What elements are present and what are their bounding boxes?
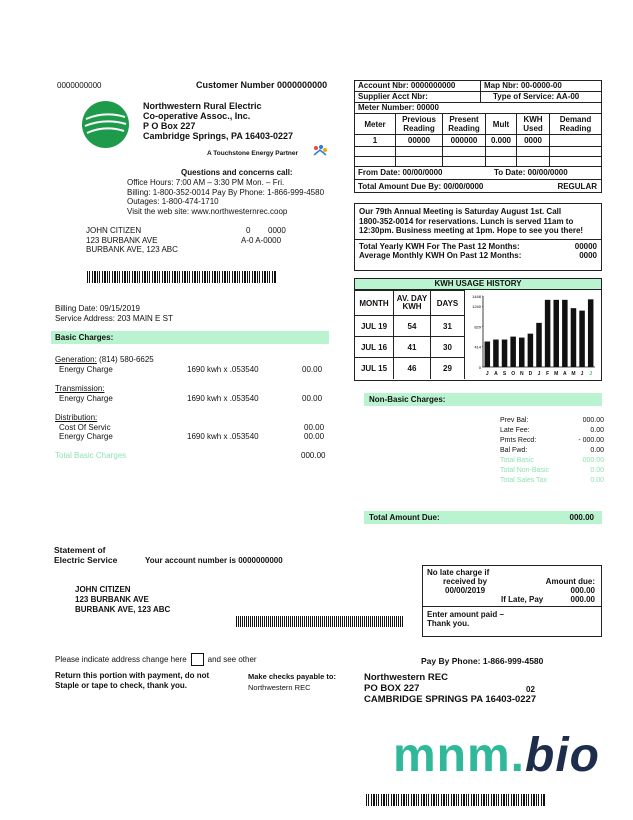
nonbasic-charges-header: Non-Basic Charges: [364, 393, 602, 406]
payments-row: Pmts Recd: - 000.00 [500, 437, 604, 444]
x-tick-label: J [580, 371, 584, 377]
cost-of-servic-amount: 00.00 [304, 423, 325, 432]
supplier-acct: Supplier Acct Nbr: [355, 92, 481, 102]
billing-info: Billing Date: 09/15/2019 Service Address: 203 MAIN E ST [55, 304, 173, 323]
hist-row: JUL 19 54 31 [355, 316, 465, 337]
previous-cell: 00000 [396, 135, 443, 147]
to-date: To Date: 00/00/0000 [494, 168, 568, 177]
usage-bar [485, 342, 491, 367]
y-tick-label: 414 [474, 344, 481, 350]
y-tick-label: 1240 [472, 304, 481, 310]
account-nbr: Account Nbr: 0000000000 [355, 81, 481, 91]
col-previous: Previous Reading [396, 114, 443, 135]
usage-bar [571, 308, 577, 367]
total-sales-tax-row: Total Sales Tax 0.00 [500, 477, 604, 484]
gen-energy-label: Energy Charge [59, 365, 113, 374]
hist-col-month: MONTH [355, 291, 394, 316]
touchstone-partner: A Touchstone Energy Partner [207, 150, 299, 157]
meter-cell: 1 [355, 135, 396, 147]
address-change-row: Please indicate address change here and see other [55, 655, 257, 664]
mult-cell: 0.000 [486, 135, 517, 147]
remit-address: Northwestern REC PO BOX 227 CAMBRIDGE SPRINGS PA 16403-0227 [364, 672, 537, 705]
total-nonbasic-row: Total Non-Basic 0.00 [500, 467, 604, 474]
meter-number: Meter Number: 00000 [355, 103, 601, 114]
nonbasic-items [500, 416, 604, 486]
postal-barcode [87, 271, 277, 283]
col-present: Present Reading [443, 114, 486, 135]
x-tick-label: D [528, 371, 533, 377]
footer-barcode [366, 794, 546, 806]
website-link[interactable]: Visit the web site: www.northwesternrec.coop [127, 206, 288, 216]
customer-address: JOHN CITIZEN 123 BURBANK AVE BURBANK AVE, 123 ABC [86, 226, 178, 254]
late-charge-box [422, 565, 602, 637]
bal-fwd-row: Bal Fwd: 0.00 [500, 447, 604, 454]
y-tick-label: 0 [478, 365, 481, 370]
usage-history-chart [465, 290, 601, 379]
enter-amount-label: Enter amount paid – [427, 610, 504, 619]
customer-number: Customer Number 0000000000 [196, 80, 328, 90]
your-account-number: Your account number is 0000000000 [145, 556, 283, 565]
coop-logo [82, 101, 129, 148]
usage-bar [545, 300, 551, 367]
hist-row: JUL 16 41 30 [355, 337, 465, 358]
y-tick-label: 829 [474, 324, 481, 330]
customer-code2: 0000 [268, 226, 286, 235]
prev-bal-row: Prev Bal: 000.00 [500, 417, 604, 424]
usage-bar [493, 340, 499, 367]
usage-bar [553, 300, 559, 367]
late-line2: received by [443, 577, 488, 586]
late-line1: No late charge if [427, 568, 490, 577]
usage-history-box [354, 278, 602, 381]
notice-box [354, 203, 602, 271]
gen-kwh-rate: 1690 kwh x .053540 [187, 365, 259, 374]
amount-due-label: Amount due: [545, 577, 595, 586]
col-mult: Mult [486, 114, 517, 135]
total-basic-label: Total Basic Charges [55, 451, 127, 460]
account-box [354, 80, 602, 193]
col-meter: Meter [355, 114, 396, 135]
statement-title: Statement of Electric Service [54, 545, 118, 565]
x-tick-label: J [485, 371, 489, 377]
avg-kwh-label: Average Monthly KWH On Past 12 Months: [359, 251, 522, 260]
usage-bar [588, 299, 594, 367]
cost-of-servic-label: Cost Of Servic [59, 423, 111, 432]
annual-meeting-notice: Our 79th Annual Meeting is Saturday August 1st. Call 1800-352-0014 for reservations. Lunch is served 11am to 12:30pm. Business meeting at 1pm. Hope to see you there! [355, 204, 601, 240]
avg-kwh-value: 0000 [579, 251, 597, 260]
usage-bar [519, 338, 525, 367]
distribution-label: Distribution: [55, 413, 98, 422]
hist-col-days: DAYS [431, 291, 465, 316]
x-tick-label: J [537, 371, 541, 377]
account-short: 0000000000 [57, 81, 102, 90]
address-change-checkbox[interactable] [191, 653, 204, 666]
usage-bar [502, 340, 508, 367]
late-date: 00/00/2019 [445, 586, 486, 595]
hist-col-avday: AV. DAY KWH [394, 291, 431, 316]
x-tick-label: N [519, 371, 524, 377]
usage-bar [528, 334, 534, 367]
customer-route: A-0 A-0000 [241, 236, 282, 245]
basic-charges-header: Basic Charges: [51, 331, 329, 344]
return-instructions: Return this portion with payment, do not Staple or tape to check, thank you. [55, 671, 210, 690]
contact-info: Office Hours: 7:00 AM – 3:30 PM Mon. – Fri. Billing: 1-800-352-0014 Pay By Phone: 1-866-999-4580 Outages: 1-800-474-1710 Visit the web site: www.northwesternrec.coop [127, 178, 325, 216]
dist-amount: 00.00 [304, 432, 325, 441]
total-basic-row: Total Basic 000.00 [500, 457, 604, 464]
service-type: Type of Service: AA-00 [493, 92, 580, 101]
regular-label: REGULAR [557, 182, 597, 191]
col-demand: Demand Reading [550, 114, 602, 135]
usage-bar [579, 311, 585, 367]
col-kwh: KWH Used [517, 114, 550, 135]
amount-due-value: 000.00 [570, 586, 595, 595]
trans-energy-label: Energy Charge [59, 394, 113, 403]
x-tick-label: M [554, 371, 559, 377]
yearly-kwh-value: 00000 [574, 241, 597, 251]
payable-to: Make checks payable to: Northwestern REC [248, 672, 336, 692]
kwh-cell: 0000 [517, 135, 550, 147]
amount-due-by: Total Amount Due By: 00/00/0000 [358, 182, 484, 191]
dist-energy-label: Energy Charge [59, 432, 113, 441]
gen-amount: 00.00 [302, 365, 323, 374]
if-late-label: If Late, Pay [501, 595, 544, 604]
usage-history-title: KWH USAGE HISTORY [355, 279, 601, 290]
hist-row: JUL 15 46 29 [355, 358, 465, 379]
customer-code1: 0 [246, 226, 251, 235]
watermark: mnm.bio [393, 729, 600, 782]
trans-amount: 00.00 [302, 394, 323, 403]
pay-by-phone: Pay By Phone: 1-866-999-4580 [421, 656, 544, 666]
x-tick-label: S [502, 371, 507, 377]
usage-history-table [355, 290, 465, 379]
x-tick-label: M [571, 371, 576, 377]
dist-kwh-rate: 1690 kwh x .053540 [187, 432, 259, 441]
trans-kwh-rate: 1690 kwh x .053540 [187, 394, 259, 403]
usage-bar [510, 337, 516, 367]
yearly-kwh-label: Total Yearly KWH For The Past 12 Months: [359, 241, 520, 251]
late-fee-row: Late Fee: 0.00 [500, 427, 604, 434]
stub-barcode [236, 616, 404, 627]
present-cell: 000000 [443, 135, 486, 147]
y-tick-label: 1448 [472, 294, 481, 299]
transmission-label: Transmission: [55, 384, 105, 393]
x-tick-label: A [494, 371, 498, 377]
meter-table [355, 114, 601, 167]
contact-title: Questions and concerns call: [181, 168, 293, 177]
remit-code: 02 [526, 685, 535, 694]
company-address: Northwestern Rural Electric Co-operative Assoc., Inc. P O Box 227 Cambridge Springs, PA 16403-0227 [143, 101, 294, 141]
from-date: From Date: 00/00/0000 [358, 168, 443, 177]
total-basic-value: 000.00 [301, 451, 326, 460]
stub-customer-address: JOHN CITIZEN 123 BURBANK AVE BURBANK AVE, 123 ABC [75, 585, 171, 614]
usage-bar [536, 323, 542, 367]
demand-cell [550, 135, 602, 147]
if-late-value: 000.00 [570, 595, 595, 604]
total-amount-due: Total Amount Due: 000.00 [364, 511, 602, 524]
generation-section: Generation: (814) 580-6625 [55, 355, 154, 364]
x-tick-label: A [563, 371, 567, 377]
touchstone-logo [312, 144, 328, 156]
usage-bar [562, 300, 568, 367]
x-tick-label: J [589, 371, 593, 377]
map-nbr: Map Nbr: 00-0000-00 [484, 81, 562, 90]
x-tick-label: F [546, 371, 550, 377]
x-tick-label: O [511, 371, 516, 377]
thank-you-label: Thank you. [427, 619, 470, 628]
